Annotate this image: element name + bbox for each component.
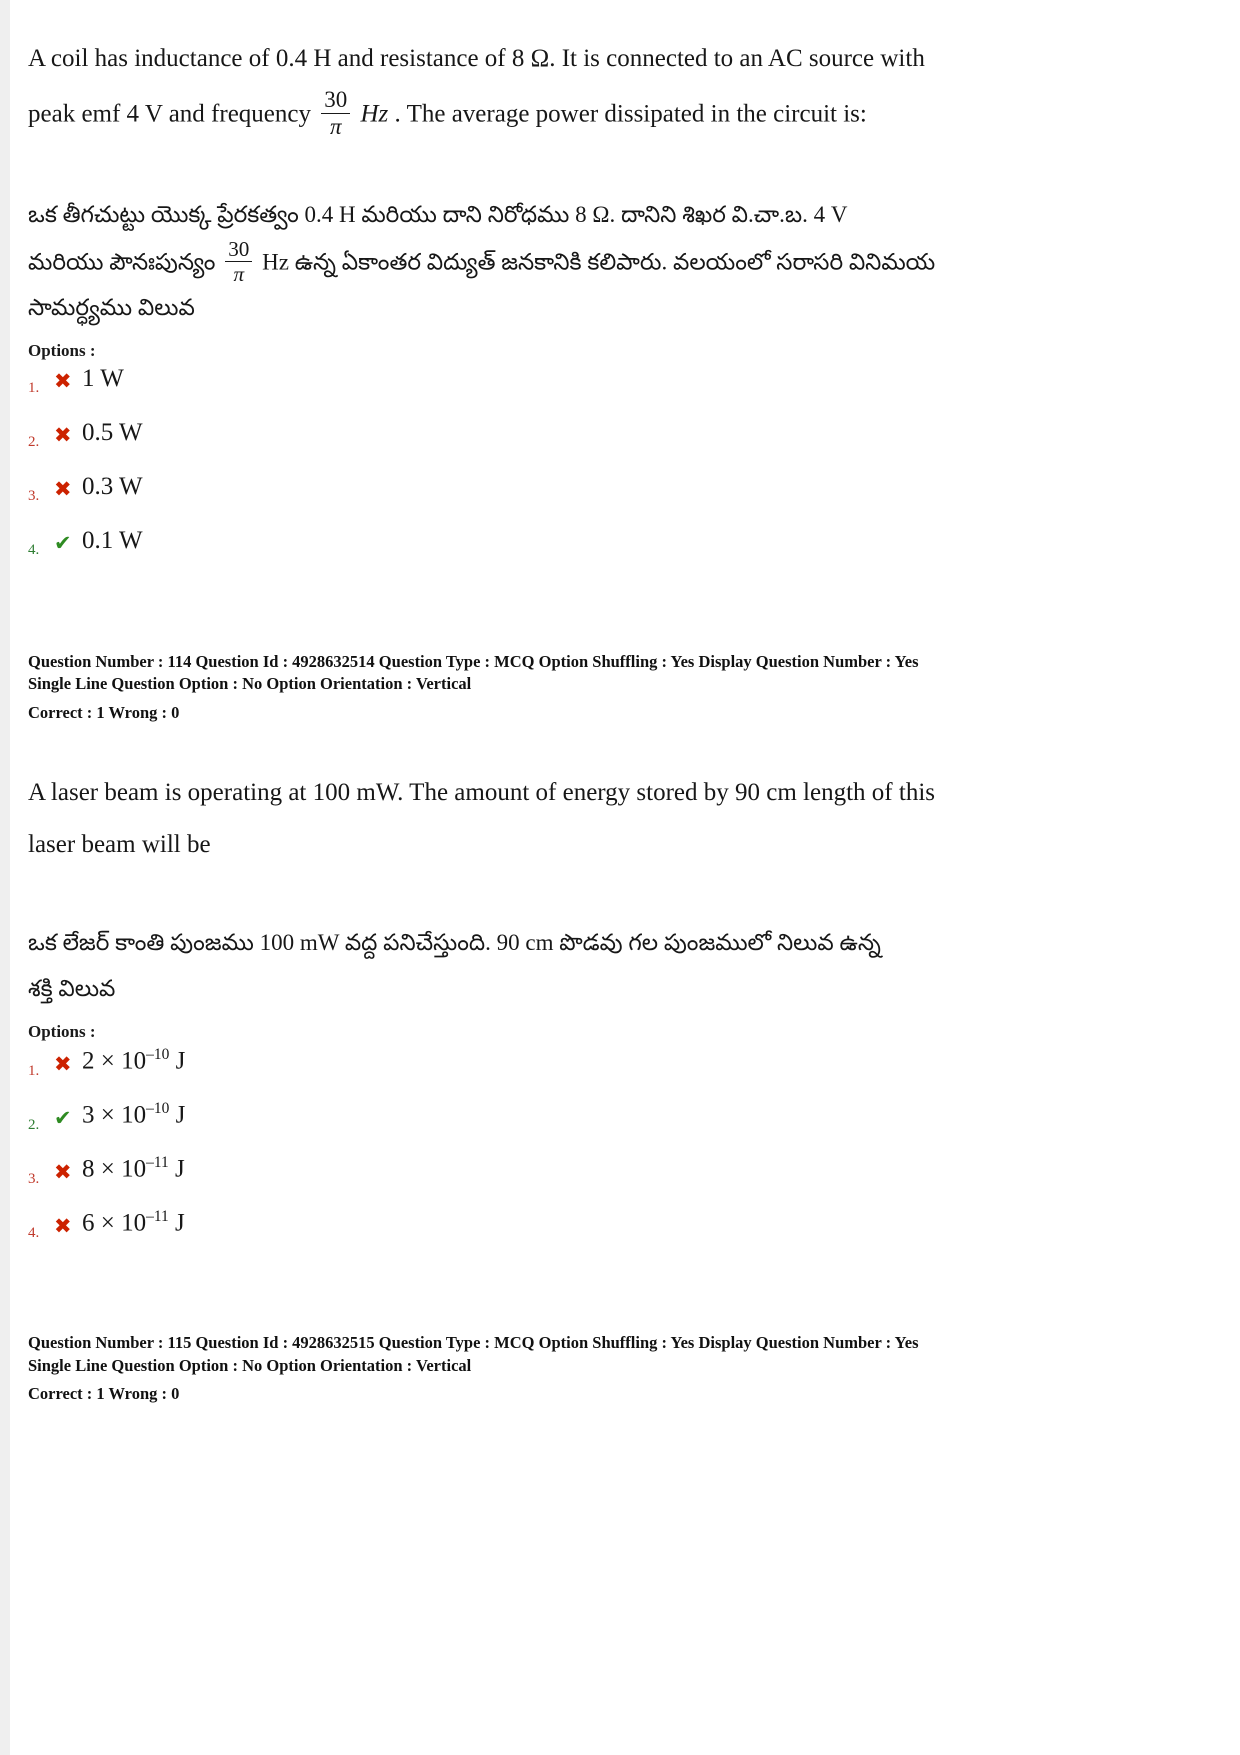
question-2-stem-telugu-line2: శక్తి విలువ (28, 976, 116, 1002)
option-number: 1. (28, 1062, 40, 1079)
correct-mark-icon: ✔ (54, 531, 72, 556)
meta-line-3: Correct : 1 Wrong : 0 (28, 1383, 180, 1403)
question-2-option-3[interactable] (28, 1154, 1200, 1194)
option-exponent: –10 (146, 1046, 170, 1064)
fraction-numerator: 30 (321, 88, 350, 114)
option-unit: J (169, 1047, 186, 1075)
wrong-mark-icon: ✖ (54, 423, 72, 448)
option-number: 2. (28, 434, 40, 451)
meta-line-1: Question Number : 114 Question Id : 4928632514 Question Type : MCQ Option Shuffling : Yes Display Question Number : Yes (28, 652, 919, 672)
option-exponent: –11 (146, 1154, 169, 1172)
question-1-stem-telugu-line2 (28, 238, 1200, 286)
option-number: 4. (28, 542, 40, 559)
option-mantissa: 2 × 10 (82, 1047, 147, 1075)
question-2-stem-english-line2: laser beam will be (28, 831, 211, 859)
question-1-stem-english-line2-post: . The average power dissipated in the circuit is: (394, 100, 867, 128)
spacer-before-meta-2 (28, 1262, 1200, 1332)
option-number: 2. (28, 1116, 40, 1133)
question-1-telugu-frequency-fraction (225, 238, 252, 285)
question-meta-115 (28, 1332, 1200, 1405)
spacer-before-meta-1 (28, 581, 1200, 651)
question-2-option-1[interactable] (28, 1046, 1200, 1086)
question-1-stem-english-line2-pre: peak emf 4 V and frequency (28, 100, 311, 128)
option-mantissa: 6 × 10 (82, 1209, 147, 1237)
wrong-mark-icon: ✖ (54, 369, 72, 394)
question-1-frequency-unit: Hz (360, 100, 389, 128)
question-1-stem-english-line2 (28, 88, 1200, 139)
question-meta-114 (28, 651, 1200, 724)
spacer-after-english-stem-2 (28, 874, 1200, 920)
meta-line-1: Question Number : 115 Question Id : 4928632515 Question Type : MCQ Option Shuffling : Yes Display Question Number : Yes (28, 1333, 919, 1353)
meta-line-3: Correct : 1 Wrong : 0 (28, 702, 180, 722)
option-exponent: –10 (146, 1100, 170, 1118)
question-2-options-label: Options : (28, 1022, 96, 1042)
spacer-after-meta-1 (28, 724, 1200, 770)
option-mantissa: 8 × 10 (82, 1155, 147, 1183)
option-number: 1. (28, 380, 40, 397)
option-unit: J (168, 1155, 185, 1183)
option-text (82, 1208, 185, 1237)
fraction-denominator: π (329, 114, 342, 140)
wrong-mark-icon: ✖ (54, 1051, 72, 1076)
question-1-frequency-fraction (321, 88, 350, 139)
question-1-stem-telugu-line2-post: ఉన్న ఏకాంతర విద్యుత్ జనకానికి కలిపారు. వలయంలో సరాసరి వినిమయ (294, 249, 936, 275)
question-block-2 (28, 770, 1200, 1249)
option-number: 4. (28, 1224, 40, 1241)
option-unit: J (169, 1101, 186, 1129)
option-text: 0.5 W (82, 419, 143, 447)
question-1-stem-english-line1: A coil has inductance of 0.4 H and resistance of 8 Ω. It is connected to an AC source with (28, 45, 925, 72)
question-block-1 (28, 36, 1200, 567)
question-2-option-2[interactable] (28, 1100, 1200, 1140)
fraction-denominator: π (233, 261, 245, 286)
correct-mark-icon: ✔ (54, 1105, 72, 1130)
question-1-telugu-frequency-unit: Hz (262, 249, 289, 275)
question-2-stem-english-line1: A laser beam is operating at 100 mW. The amount of energy stored by 90 cm length of this (28, 778, 935, 806)
wrong-mark-icon: ✖ (54, 1159, 72, 1184)
option-unit: J (168, 1209, 185, 1237)
meta-line-2: Single Line Question Option : No Option Orientation : Vertical (28, 1355, 472, 1375)
question-1-stem-telugu-line1: ఒక తీగచుట్టు యొక్క ప్రేరకత్వం 0.4 H మరియు దాని నిరోధము 8 Ω. దానిని శిఖర వి.చా.బ. 4 V (28, 201, 848, 227)
wrong-mark-icon: ✖ (54, 477, 72, 502)
scan-edge-bar (0, 0, 10, 1755)
question-1-stem-telugu-line2-pre: మరియు పౌనఃపున్యం (28, 249, 216, 275)
option-text: 1 W (82, 365, 124, 393)
option-text: 0.1 W (82, 527, 143, 555)
option-number: 3. (28, 488, 40, 505)
option-exponent: –11 (146, 1208, 169, 1226)
question-2-option-4[interactable] (28, 1208, 1200, 1248)
option-text (82, 1046, 185, 1075)
wrong-mark-icon: ✖ (54, 1213, 72, 1238)
spacer-after-english-stem-1 (28, 146, 1200, 192)
fraction-numerator: 30 (225, 238, 252, 262)
question-1-options-label: Options : (28, 341, 96, 361)
option-text: 0.3 W (82, 473, 143, 501)
question-2-stem-telugu-line1: ఒక లేజర్ కాంతి పుంజము 100 mW వద్ద పనిచేస్తుంది. 90 cm పొడవు గల పుంజములో నిలువ ఉన్న (28, 930, 881, 956)
question-1-option-4[interactable] (28, 527, 1200, 567)
question-1-stem-telugu-line3: సామర్ధ్యము విలువ (28, 295, 195, 321)
option-text (82, 1154, 185, 1183)
question-1-option-1[interactable] (28, 365, 1200, 405)
option-mantissa: 3 × 10 (82, 1101, 147, 1129)
option-number: 3. (28, 1170, 40, 1187)
meta-line-2: Single Line Question Option : No Option Orientation : Vertical (28, 674, 472, 694)
question-1-option-2[interactable] (28, 419, 1200, 459)
question-1-option-3[interactable] (28, 473, 1200, 513)
option-text (82, 1100, 185, 1129)
